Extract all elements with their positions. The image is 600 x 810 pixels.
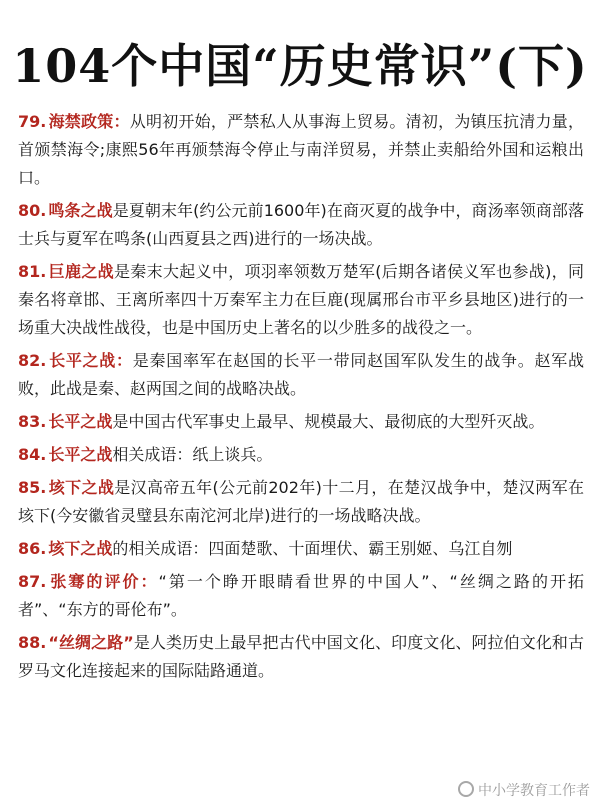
entry-number: 85. <box>18 478 47 497</box>
entry-number: 81. <box>18 262 47 281</box>
entry-body: 是汉高帝五年(公元前202年)十二月，在楚汉战争中，楚汉两军在垓下(今安徽省灵璧县东南沱河北岸)进行的一场战略决战。 <box>18 478 584 525</box>
entry-term: 长平之战 <box>48 445 113 464</box>
entry-body: 从明初开始，严禁私人从事海上贸易。清初，为镇压抗清力量，首颁禁海令;康熙56年再颁禁海令停止与南洋贸易，并禁止卖船给外国和运粮出口。 <box>18 112 584 187</box>
entry-83 <box>18 408 584 436</box>
entry-81 <box>18 258 584 342</box>
entry-body: 是秦末大起义中，项羽率领数万楚军(后期各诸侯义军也参战)，同秦名将章邯、王离所率四十万秦军主力在巨鹿(现属邢台市平乡县地区)进行的一场重大决战性战役，也是中国历史上著名的以少胜多的战役之一。 <box>18 262 584 337</box>
entry-number: 86. <box>18 539 47 558</box>
entry-body: 是秦国率军在赵国的长平一带同赵国军队发生的战争。赵军战败，此战是秦、赵两国之间的战略决战。 <box>18 351 584 398</box>
entry-80 <box>18 197 584 253</box>
entry-85 <box>18 474 584 530</box>
entry-body: 的相关成语：四面楚歌、十面埋伏、霸王别姬、乌江自刎 <box>112 539 513 558</box>
entry-term: 海禁政策： <box>48 112 130 131</box>
entry-body: 是中国古代军事史上最早、规模最大、最彻底的大型歼灭战。 <box>112 412 545 431</box>
entry-term: 张骞的评价： <box>48 572 159 591</box>
entry-number: 80. <box>18 201 47 220</box>
entry-number: 82. <box>18 351 47 370</box>
page-title: 104个中国“历史常识”(下) <box>12 39 588 93</box>
entry-term: 垓下之战 <box>48 539 113 558</box>
entry-88 <box>18 629 584 685</box>
entry-term: “丝绸之路” <box>48 633 134 652</box>
watermark-text: 中小学教育工作者 <box>478 783 590 799</box>
entry-number: 83. <box>18 412 47 431</box>
entry-79 <box>18 108 584 192</box>
watermark-logo-icon <box>458 781 474 797</box>
entry-body: “第一个睁开眼睛看世界的中国人”、“丝绸之路的开拓者”、“东方的哥伦布”。 <box>18 572 584 619</box>
entry-term: 鸣条之战 <box>48 201 113 220</box>
entry-term: 长平之战 <box>48 412 113 431</box>
entry-84 <box>18 441 584 469</box>
entry-number: 79. <box>18 112 47 131</box>
entry-number: 87. <box>18 572 47 591</box>
entry-term: 巨鹿之战 <box>48 262 114 281</box>
entry-term: 垓下之战 <box>48 478 115 497</box>
entry-term: 长平之战： <box>48 351 133 370</box>
entry-87 <box>18 568 584 624</box>
entry-86 <box>18 535 584 563</box>
entry-number: 88. <box>18 633 47 652</box>
entry-82 <box>18 347 584 403</box>
entry-body: 是夏朝末年(约公元前1600年)在商灭夏的战争中，商汤率领商部落士兵与夏军在鸣条(山西夏县之西)进行的一场决战。 <box>18 201 584 248</box>
entry-list <box>18 108 584 690</box>
entry-body: 是人类历史上最早把古代中国文化、印度文化、阿拉伯文化和古罗马文化连接起来的国际陆路通道。 <box>18 633 584 680</box>
entry-body: 相关成语：纸上谈兵。 <box>112 445 273 464</box>
entry-number: 84. <box>18 445 47 464</box>
watermark <box>458 780 590 800</box>
